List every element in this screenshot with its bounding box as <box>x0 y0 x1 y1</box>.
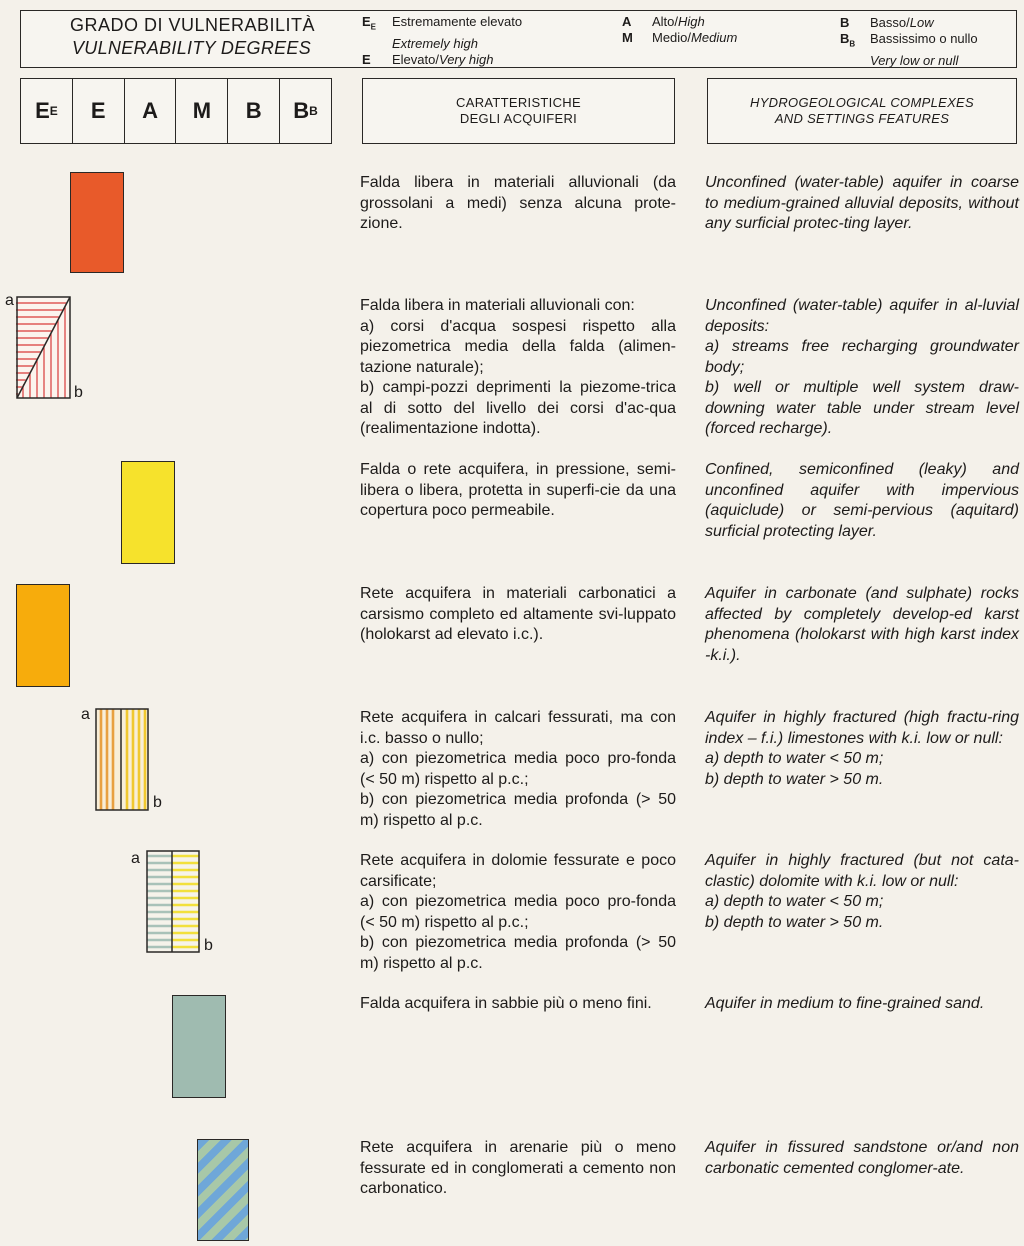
row-6-italian: Rete acquifera in dolomie fessurate e poco carsificate; a) con piezometrica media poco pro-fonda (< 50 m) rispetto al p.c.; b) con piezometrica media profonda (> 50 m) rispetto al p.c. <box>360 852 676 972</box>
row-6-label-a: a <box>131 850 140 867</box>
degree-e: E <box>73 79 125 143</box>
legend-a-en: High <box>678 14 705 29</box>
row-6-label-b: b <box>204 937 213 954</box>
swatch-row-5 <box>95 708 150 812</box>
legend-b-symbol: B <box>840 15 850 30</box>
legend-m-it: Medio <box>652 30 688 45</box>
title-italian: GRADO DI VULNERABILITÀ <box>70 15 316 35</box>
row-3-italian: Falda o rete acquifera, in pressione, semi-libera o libera, protetta in superfi-cie da una copertura poco permeabile. <box>360 461 676 519</box>
legend-e-it: Elevato <box>392 51 436 67</box>
legend-bb-it: Bassissimo o nullo <box>870 31 978 46</box>
row-5-english: Aquifer in highly fractured (high fractu-ring index – f.i.) limestones with k.i. low or null: a) depth to water < 50 m; b) depth to water > 50 m. <box>705 709 1019 788</box>
degree-ee: E E <box>21 79 73 143</box>
row-5-label-b: b <box>153 794 162 811</box>
row-2-english: Unconfined (water-table) aquifer in al-luvial deposits: a) streams free recharging groundwater body; b) well or multiple well system draw-downing water table under stream level (forced recharge). <box>705 297 1019 437</box>
swatch-row-6 <box>146 850 201 954</box>
legend-e-symbol: E <box>362 51 371 67</box>
row-5-italian: Rete acquifera in calcari fessurati, ma con i.c. basso o nullo; a) con piezometrica media poco pro-fonda (< 50 m) rispetto al p.c.; b) con piezometrica media profonda (> 50 m) rispetto al p.c. <box>360 709 676 829</box>
degree-b: B <box>228 79 280 143</box>
legend-ee-symbol: $E_E$ <box>362 14 377 32</box>
swatch-row-4 <box>16 584 70 687</box>
row-8-english: Aquifer in fissured sandstone or/and non carbonatic cemented conglomer-ate. <box>705 1139 1019 1177</box>
degree-a: A <box>125 79 177 143</box>
legend-ee-en: Extremely high <box>392 35 478 51</box>
swatch-row-8 <box>197 1139 249 1241</box>
row-7-english: Aquifer in medium to fine-grained sand. <box>705 995 985 1012</box>
legend-b-it: Basso <box>870 15 907 30</box>
row-5-label-a: a <box>81 706 90 723</box>
row-1-italian: Falda libera in materiali alluvionali (da grossolani a medi) senza alcuna prote-zione. <box>360 174 676 232</box>
row-1-english: Unconfined (water-table) aquifer in coarse to medium-grained alluvial deposits, without any surficial protec-ting layer. <box>705 174 1019 232</box>
row-3-english: Confined, semiconfined (leaky) and unconfined aquifer with impervious (aquiclude) or semi-pervious (aquitard) surficial protecting layer. <box>705 461 1019 540</box>
legend-e-en: Very high <box>439 51 494 67</box>
degree-bb: B B <box>293 98 318 123</box>
legend-b-bb: B Basso/Low $B_B$ Bassissimo o nullo Very low or null <box>840 15 978 68</box>
title-english: VULNERABILITY DEGREES <box>72 38 312 58</box>
legend-ee-it: Estremamente elevato <box>392 14 523 29</box>
degree-symbols-row <box>20 78 332 144</box>
row-7-italian: Falda acquifera in sabbie più o meno fini. <box>360 995 652 1012</box>
legend-a-m: A Alto/High M Medio/Medium <box>622 14 738 45</box>
row-2-label-a: a <box>5 292 14 309</box>
row-6-english: Aquifer in highly fractured (but not cata-clastic) dolomite with k.i. low or null: a) depth to water < 50 m; b) depth to water > 50 m. <box>705 852 1019 931</box>
swatch-row-2 <box>16 296 72 400</box>
row-4-italian: Rete acquifera in materiali carbonatici a carsismo completo ed altamente svi-luppato (holokarst ad elevato i.c.). <box>360 585 676 643</box>
column-header-italian: CARATTERISTICHE DEGLI ACQUIFERI <box>362 78 675 144</box>
row-2-label-b: b <box>74 384 83 401</box>
row-4-english: Aquifer in carbonate (and sulphate) rocks affected by completely develop-ed karst phenomena (holokarst with high karst index -k.i.). <box>705 585 1019 664</box>
legend-b-en: Low <box>909 15 934 30</box>
legend-m-symbol: M <box>622 30 633 45</box>
degree-m: M <box>176 79 228 143</box>
legend-m-en: Medium <box>691 30 738 45</box>
row-2-italian: Falda libera in materiali alluvionali con: a) corsi d'acqua sospesi rispetto alla piezometrica media della falda (alimen-tazione naturale); b) campi-pozzi deprimenti la piezome-trica al di sotto del livello dei corsi d'ac-qua (realimentazione indotta). <box>360 297 676 437</box>
legend-ee: $E_E$ Estremamente elevato Extremely high E Elevato/Very high <box>362 14 523 67</box>
legend-bb-symbol: $B_B$ <box>840 31 856 49</box>
legend-a-symbol: A <box>622 14 632 29</box>
legend-a-it: Alto <box>652 14 675 29</box>
swatch-row-1 <box>70 172 124 273</box>
column-header-english: HYDROGEOLOGICAL COMPLEXES AND SETTINGS FEATURES <box>707 78 1017 144</box>
swatch-row-7 <box>172 995 226 1098</box>
row-8-italian: Rete acquifera in arenarie più o meno fessurate ed in conglomerati a cemento non carbonatico. <box>360 1139 676 1197</box>
legend-bb-en: Very low or null <box>870 52 959 68</box>
swatch-row-3 <box>121 461 175 564</box>
